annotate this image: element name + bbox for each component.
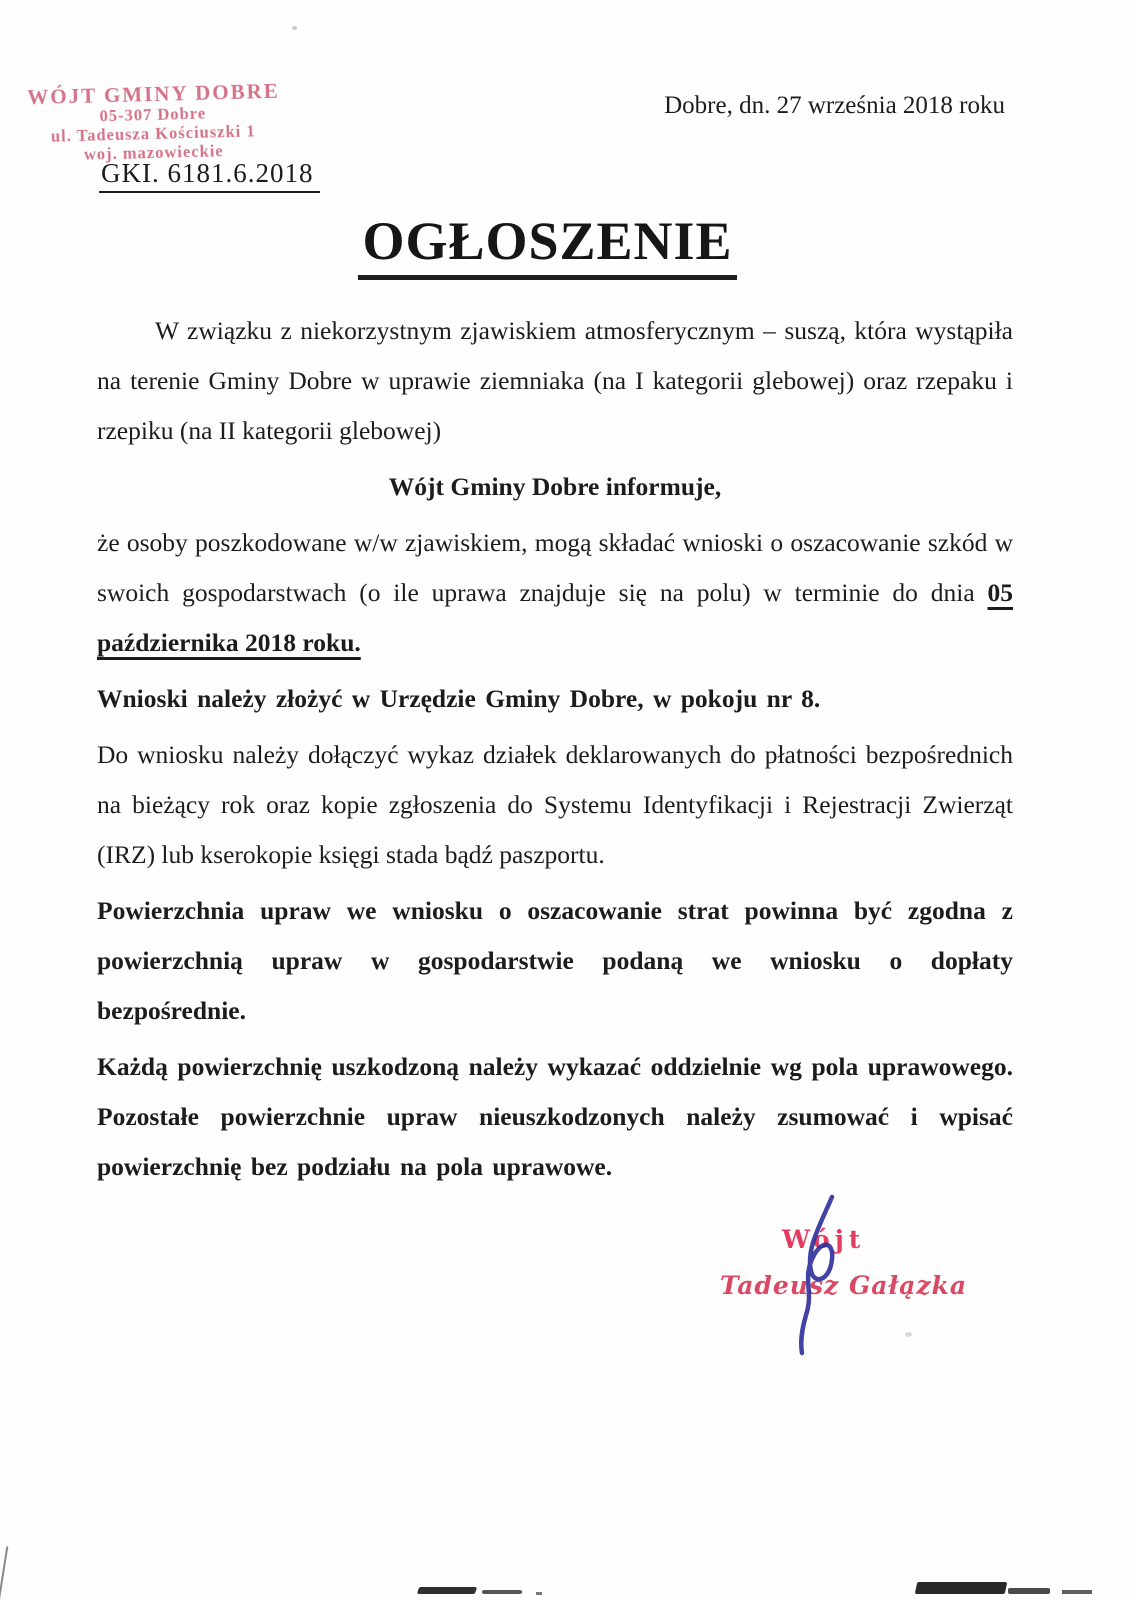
scan-speck-bottom-1 [536, 1592, 542, 1595]
signer-name-stamp: Tadeusz Gałązka [720, 1271, 968, 1300]
document-title: OGŁOSZENIE [358, 210, 736, 280]
paragraph-subheading: Wójt Gminy Dobre informuje, [388, 472, 722, 501]
scan-speck-top [292, 26, 297, 30]
stamp-postal-code: 05-307 Dobre [99, 103, 207, 126]
scan-smudge-bottom-1b [482, 1590, 522, 1594]
stamp-street: ul. Tadeusza Kościuszki 1 [50, 121, 256, 146]
deadline-date-emphasis: 05 października 2018 roku. [97, 578, 1013, 657]
document-date: Dobre, dn. 27 września 2018 roku [664, 92, 1005, 119]
deadline-text: że osoby poszkodowane w/w zjawiskiem, mogą składać wnioski o oszacowanie szkód w swoich gospodarstwach (o ile uprawa znajduje się na polu) w terminie do dnia [97, 528, 1013, 607]
paragraph-deadline [97, 518, 1013, 668]
paragraph-attachments: Do wniosku należy dołączyć wykaz działek deklarowanych do płatności bezpośrednich na bieżący rok oraz kopie zgłoszenia do Systemu Identyfikacji i Rejestracji Zwierząt (IRZ) lub kserokopie księgi stada bądź paszportu. [97, 740, 1013, 869]
paragraph-area-consistency: Powierzchnia upraw we wniosku o oszacowanie strat powinna być zgodna z powierzchnią upraw w gospodarstwie podaną we wniosku o dopłaty bezpośrednie. [97, 896, 1013, 1025]
handwritten-signature-ink [780, 1187, 870, 1357]
reference-number: GKI. 6181.6.2018 [99, 158, 320, 193]
stamp-voivodeship: woj. mazowieckie [83, 141, 224, 164]
stamp-office-name: WÓJT GMINY DOBRE [26, 78, 281, 110]
office-stamp [27, 79, 279, 167]
paragraph-damaged-area-rules: Każdą powierzchnię uszkodzoną należy wykazać oddzielnie wg pola uprawowego. Pozostałe powierzchnie upraw nieuszkodzonych należy zsumować i wpisać powierzchnię bez podziału na pola uprawowe. [97, 1052, 1013, 1181]
signature-block [700, 1215, 968, 1375]
scan-line-bottom-left [0, 1546, 8, 1602]
paragraph-where-to-submit: Wnioski należy złożyć w Urzędzie Gminy Dobre, w pokoju nr 8. [97, 684, 821, 713]
scan-speck-mid-right [905, 1332, 912, 1337]
document-title-wrap [0, 210, 1131, 280]
scan-smudge-bottom-2 [915, 1582, 1008, 1594]
scan-smudge-bottom-2b [1008, 1588, 1050, 1594]
scan-smudge-bottom-3 [1062, 1590, 1092, 1594]
signer-title-stamp: Wójt [782, 1225, 866, 1254]
document-body [97, 306, 1013, 1198]
paragraph-intro: W związku z niekorzystnym zjawiskiem atmosferycznym – suszą, która wystąpiła na terenie Gminy Dobre w uprawie ziemniaka (na I kategorii glebowej) oraz rzepaku i rzepiku (na II kategorii glebowej) [97, 316, 1013, 445]
scan-smudge-bottom-1 [417, 1587, 477, 1594]
